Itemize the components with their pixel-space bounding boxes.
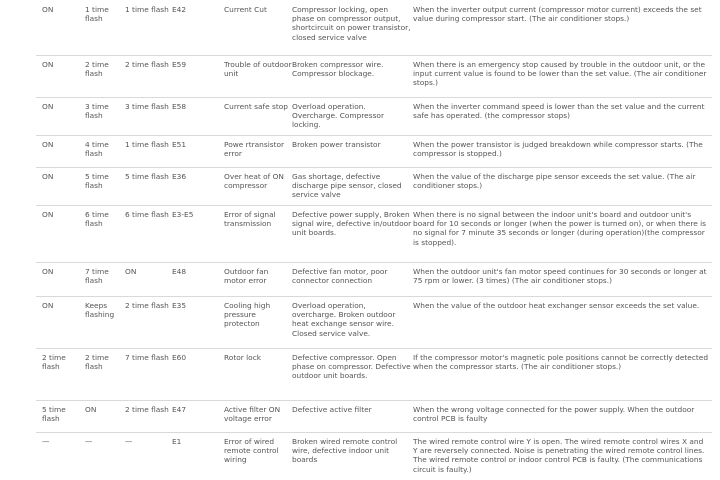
error-cause: Overload operation. Overcharge. Compressor locking. xyxy=(292,102,384,130)
error-description: When the value of the discharge pipe sensor exceeds the set value. (The air conditioner stops.) xyxy=(413,172,696,191)
outdoor-lamp: 1 time flash xyxy=(125,140,169,149)
error-description: When there is an emergency stop caused by trouble in the outdoor unit, or the input current value is found to be lower than the set value. (The air conditioner stops.) xyxy=(413,60,707,88)
outdoor-lamp: 1 time flash xyxy=(125,5,169,14)
operation-lamp: ON xyxy=(85,405,97,414)
outdoor-lamp: — xyxy=(125,437,133,446)
table-row xyxy=(36,205,712,263)
error-cause: Defective compressor. Open phase on compressor. Defective outdoor unit boards. xyxy=(292,353,411,381)
error-code: E42 xyxy=(172,5,187,14)
error-name: Error of wired remote control wiring xyxy=(224,437,279,465)
operation-lamp: 3 time flash xyxy=(85,102,109,121)
outdoor-lamp: 2 time flash xyxy=(125,405,169,414)
error-cause: Defective power supply, Broken signal wire, defective in/outdoor unit boards. xyxy=(292,210,412,238)
outdoor-lamp: 5 time flash xyxy=(125,172,169,181)
error-name: Over heat of ON compressor xyxy=(224,172,284,191)
error-code: E36 xyxy=(172,172,187,181)
error-name: Current Cut xyxy=(224,5,267,14)
error-code: E48 xyxy=(172,267,187,276)
error-description: When the inverter output current (compressor motor current) exceeds the set value during compressor start. (The air conditioner stops.) xyxy=(413,5,702,24)
error-code: E35 xyxy=(172,301,187,310)
error-description: If the compressor motor's magnetic pole positions cannot be correctly detected when the compressor starts. (The air conditioner stops.) xyxy=(413,353,709,372)
outdoor-lamp: 6 time flash xyxy=(125,210,169,219)
error-name: Trouble of outdoor unit xyxy=(224,60,292,79)
main-unit-lamp: ON xyxy=(42,210,54,219)
error-cause: Broken power transistor xyxy=(292,140,381,149)
main-unit-lamp: ON xyxy=(42,267,54,276)
error-name: Active filter ON voltage error xyxy=(224,405,281,424)
table-row xyxy=(36,432,712,480)
error-name: Current safe stop xyxy=(224,102,288,111)
main-unit-lamp: ON xyxy=(42,102,54,111)
main-unit-lamp: 2 time flash xyxy=(42,353,66,372)
operation-lamp: 7 time flash xyxy=(85,267,109,286)
outdoor-lamp: 7 time flash xyxy=(125,353,169,362)
main-unit-lamp: ON xyxy=(42,60,54,69)
table-row xyxy=(36,167,712,206)
error-description: The wired remote control wire Y is open. The wired remote control wires X and Y are reversely connected. Noise is penetrating the wired remote control lines. The wired remote control or indoor control PCB is faulty. (The communications circuit is faulty.) xyxy=(413,437,705,474)
error-cause: Compressor locking, open phase on compressor output, shortcircuit on power transistor, closed service valve xyxy=(292,5,411,42)
error-name: Cooling high pressure protecton xyxy=(224,301,271,329)
error-code: E58 xyxy=(172,102,187,111)
table-row xyxy=(36,135,712,168)
operation-lamp: 2 time flash xyxy=(85,60,109,79)
table-row xyxy=(36,0,712,56)
operation-lamp: 5 time flash xyxy=(85,172,109,191)
outdoor-lamp: 2 time flash xyxy=(125,60,169,69)
main-unit-lamp: 5 time flash xyxy=(42,405,66,424)
error-code: E3-E5 xyxy=(172,210,194,219)
table-row xyxy=(36,400,712,433)
error-name: Powe rtransistor error xyxy=(224,140,285,159)
error-description: When the value of the outdoor heat exchanger sensor exceeds the set value. xyxy=(413,301,700,310)
error-code: E47 xyxy=(172,405,187,414)
error-code: E60 xyxy=(172,353,187,362)
error-name: Outdoor fan motor error xyxy=(224,267,269,286)
error-code: E1 xyxy=(172,437,182,446)
table-row xyxy=(36,262,712,297)
error-name: Rotor lock xyxy=(224,353,262,362)
error-description: When the power transistor is judged breakdown while compressor starts. (The compressor is stopped.) xyxy=(413,140,703,159)
error-code: E59 xyxy=(172,60,187,69)
table-row xyxy=(36,55,712,98)
error-name: Error of signal transmission xyxy=(224,210,276,229)
error-cause: Broken wired remote control wire, defective indoor unit boards xyxy=(292,437,398,465)
main-unit-lamp: ON xyxy=(42,5,54,14)
main-unit-lamp: ON xyxy=(42,140,54,149)
error-cause: Overload operation, overcharge. Broken outdoor heat exchange sensor wire. Closed service valve. xyxy=(292,301,396,338)
error-cause: Broken compressor wire. Compressor blockage. xyxy=(292,60,384,79)
main-unit-lamp: ON xyxy=(42,172,54,181)
error-description: When the outdoor unit's fan motor speed continues for 30 seconds or longer at 75 rpm or lower. (3 times) (The air conditioner stops.) xyxy=(413,267,707,286)
operation-lamp: — xyxy=(85,437,93,446)
operation-lamp: 6 time flash xyxy=(85,210,109,229)
outdoor-lamp: ON xyxy=(125,267,137,276)
operation-lamp: 1 time flash xyxy=(85,5,109,24)
operation-lamp: 4 time flash xyxy=(85,140,109,159)
main-unit-lamp: ON xyxy=(42,301,54,310)
outdoor-lamp: 2 time flash xyxy=(125,301,169,310)
error-cause: Defective active filter xyxy=(292,405,372,414)
table-row xyxy=(36,296,712,349)
table-row xyxy=(36,348,712,401)
error-cause: Gas shortage, defective discharge pipe sensor, closed service valve xyxy=(292,172,402,200)
error-description: When there is no signal between the indoor unit's board and outdoor unit's board for 10 seconds or longer (when the power is turned on), or when there is no signal for 7 minute 35 seconds or longer (during operation)(the compressor is stopped). xyxy=(413,210,706,247)
operation-lamp: Keeps flashing xyxy=(85,301,115,320)
error-cause: Defective fan motor, poor connector connection xyxy=(292,267,388,286)
table-row xyxy=(36,97,712,136)
operation-lamp: 2 time flash xyxy=(85,353,109,372)
error-code: E51 xyxy=(172,140,187,149)
error-description: When the wrong voltage connected for the power supply. When the outdoor control PCB is faulty xyxy=(413,405,695,424)
main-unit-lamp: — xyxy=(42,437,50,446)
error-description: When the inverter command speed is lower than the set value and the current safe has operated. (the compressor stops) xyxy=(413,102,705,121)
outdoor-lamp: 3 time flash xyxy=(125,102,169,111)
